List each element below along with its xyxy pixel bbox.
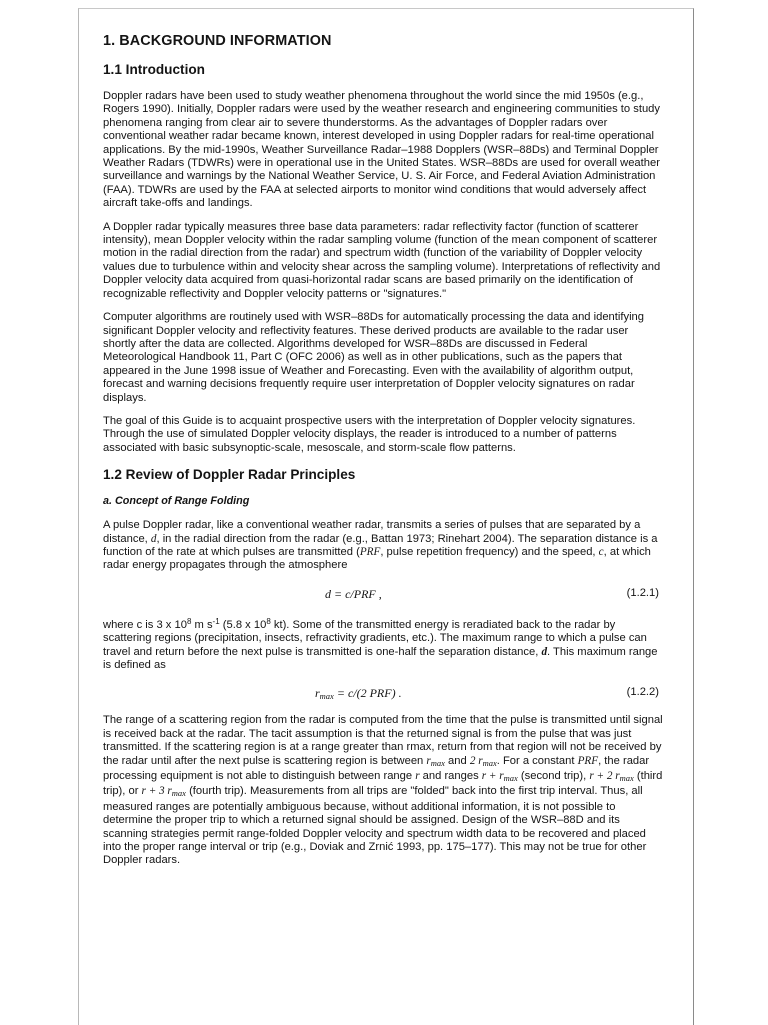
paragraph-range-folding-3: The range of a scattering region from the radar is computed from the time that the pulse is transmitted until signal is received back at the radar. The tacit assumption is that the returned signal is from the pulse that was just transmitted. If the scattering region is at a range greater than rmax, return from that region will not be received by the radar until after the next pulse is scattering region is between $r_{max}$ and 2 $r_{max}$. For a constant PRF, the radar processing equipment is not able to distinguish between range r and ranges $r + r_{max}$ (second trip), r + 2 $r_{max}$ (third trip), or r + 3 $r_{max}$ (fourth trip). Measurements from all trips are "folded" back into the first trip interval. Thus, all measured ranges are potentially ambiguous because, without additional information, it is not possible to determine the proper trip to which a returned signal should be assigned. Design of the WSR–88D and its scanning strategies permit range-folded Doppler velocity and spectrum width data to be recovered and placed into the proper range interval or trip (e.g., Doviak and Zrnić 1993, pp. 175–177). This may not be true for other Doppler radars. <box>103 714 663 867</box>
paragraph-range-folding-2: where c is 3 x $10^8$ m $s^{-1}$ (5.8 x $10^8$ kt). Some of the transmitted energy is reradiated back to the radar by scattering regions (precipitation, insects, refractivity gradients, etc.). The maximum range to which a pulse can travel and return before the next pulse is transmitted is one-half the separation distance, d. This maximum range is defined as <box>103 616 658 671</box>
paragraph-intro-1: Doppler radars have been used to study weather phenomena throughout the world since the mid 1950s (e.g., Rogers 1990). Initially, Doppler radars were used by the weather research and engineering communities to study phenomena ranging from clear air to severe thunderstorms. As the advantages of Doppler radars over conventional weather radar became known, interest developed in using Doppler radars for real-time operational applications. By the mid-1990s, Weather Surveillance Radar–1988 Dopplers (WSR–88Ds) and Terminal Doppler Weather Radars (TDWRs) were in operational use in the United States. WSR–88Ds are used for overall weather surveillance and warnings by the National Weather Service, U. S. Air Force, and Federal Aviation Administration (FAA). TDWRs are used by the FAA at selected airports to monitor wind conditions that would adversely affect aircraft take-offs and landings. <box>103 90 660 210</box>
equation-number: (1.2.1) <box>626 586 659 599</box>
paragraph-range-folding-1: A pulse Doppler radar, like a conventional weather radar, transmits a series of pulses that are separated by a distance, d, in the radial direction from the radar (e.g., Battan 1973; Rinehart 2004). The separation distance is a function of the rate at which pulses are transmitted (PRF, pulse repetition frequency) and the speed, c, at which radar energy propagates through the atmosphere <box>103 519 658 572</box>
chapter-heading: 1. BACKGROUND INFORMATION <box>103 33 332 49</box>
equation-1-2-2 <box>103 682 663 708</box>
equation-expression: $r_{max} = c/(2$ PRF) . <box>315 686 402 702</box>
equation-number: (1.2.2) <box>626 686 659 699</box>
equation-1-2-1 <box>103 583 663 609</box>
equation-expression: d = c/PRF , <box>325 586 382 601</box>
paragraph-intro-3: Computer algorithms are routinely used with WSR–88Ds for automatically processing the data and identifying significant Doppler velocity and reflectivity features. These derived products are available to the radar user shortly after the data are collected. Algorithms developed for WSR–88Ds are discussed in Federal Meteorological Handbook 11, Part C (OFC 2006) as well as in other publications, such as the papers that appeared in the June 1998 issue of Weather and Forecasting. Even with the availability of algorithm output, forecast and warning decisions frequently require user interpretation of Doppler velocity signatures on radar displays. <box>103 311 644 404</box>
page-content <box>103 33 663 878</box>
paragraph-intro-4: The goal of this Guide is to acquaint prospective users with the interpretation of Doppler velocity signatures. Through the use of simulated Doppler velocity displays, the reader is introduced to a number of patterns associated with basic subsynoptic-scale, mesoscale, and storm-scale flow patterns. <box>103 414 636 454</box>
section-heading-introduction: 1.1 Introduction <box>103 62 205 77</box>
paragraph-intro-2: A Doppler radar typically measures three base data parameters: radar reflectivity factor (function of scatterer intensity), mean Doppler velocity within the radar sampling volume (function of the mean component of scatterer motion in the radial direction from the radar) and spectrum width (function of the variability of Doppler velocity values due to turbulence within and velocity shear across the sampling volume). Interpretations of reflectivity and Doppler velocity data acquired from quasi-horizontal radar scans are based primarily on the identification of recognizable reflectivity and Doppler velocity patterns or "signatures." <box>103 220 661 300</box>
section-heading-review: 1.2 Review of Doppler Radar Principles <box>103 467 356 483</box>
subsection-heading-range-folding: a. Concept of Range Folding <box>103 495 250 508</box>
document-page <box>78 8 694 1025</box>
